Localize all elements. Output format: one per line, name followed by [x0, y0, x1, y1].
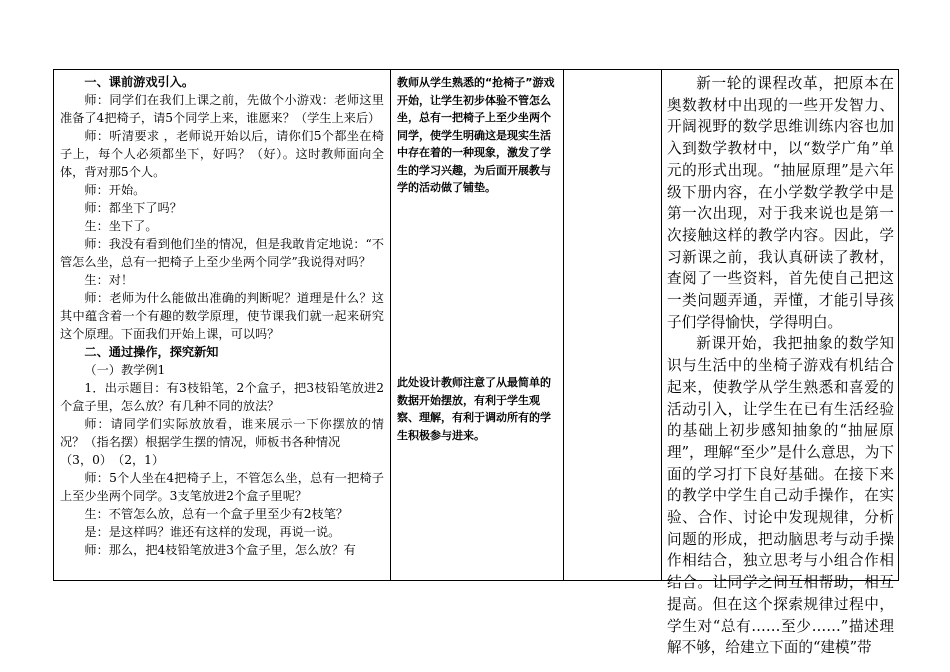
- reflection-paragraph: 新课开始，我把抽象的数学知识与生活中的坐椅子游戏有机结合起来，使教学从学生熟悉和喜爱的活动引入，让学生在已有生活经验的基础上初步感知抽象的“抽屉原理”，理解“至少”是什么意思，为下面的学习打下良好基础。在接下来的教学中学生自己动手操作，在实验、合作、讨论中发现规律，分析问题的形成，把动脑思考与动手操作相结合，独立思考与小组合作相结合。让同学之间互相帮助，相互提高。但在这个探索规律过程中，学生对“总有……至少……”描述理解不够，给建立下面的“建模”带: [667, 335, 894, 657]
- section-heading: 一、课前游戏引入。: [84, 75, 195, 89]
- design-note: 教师从学生熟悉的“抢椅子”游戏开始，让学生初步体验不管怎么坐，总有一把椅子上至少坐两个同学，使学生明确这是现实生活中存在着的一种现象，激发了学生的学习兴趣，为后面开展教与学的活动做了铺垫。: [397, 76, 555, 194]
- section-heading: 二、通过操作，探究新知: [84, 345, 219, 359]
- dialogue-line: 师：同学们在我们上课之前，先做个小游戏：老师这里准备了4把椅子，请5个同学上来，谁愿来？（学生上来后）: [60, 93, 384, 125]
- task-text: 1．出示题目：有3枝铅笔，2个盒子，把3枝铅笔放进2个盒子里，怎么放？有几种不同的放法？: [60, 381, 384, 413]
- dialogue-line: 生：对！: [84, 273, 134, 287]
- board-notation: （3，0） （2，1）: [60, 453, 165, 467]
- reflection-column: [662, 70, 898, 657]
- dialogue-line: 生：坐下了。: [84, 219, 158, 233]
- dialogue-line: 是：是这样吗？谁还有这样的发现，再说一说。: [84, 525, 341, 539]
- reflection-paragraph: 新一轮的课程改革，把原本在奥数教材中出现的一些开发智力、开阔视野的数学思维训练内容也加入到数学教材中，以“数学广角”单元的形式出现。“抽屉原理”是六年级下册内容，在小学数学教学中是第一次出现，对于我来说也是第一次接触这样的教学内容。因此，学习新课之前，我认真研读了教材，查阅了一些资料，首先使自己把这一类问题弄通，弄懂，才能引导孩子们学得愉快，学得明白。: [667, 75, 894, 331]
- dialogue-line: 师：5个人坐在4把椅子上，不管怎么坐，总有一把椅子上至少坐两个同学。3支笔放进2个盒子里呢？: [60, 471, 384, 503]
- dialogue-line: 师：请同学们实际放放看，谁来展示一下你摆放的情况？（指名摆）根据学生摆的情况，师板书各种情况: [60, 417, 384, 449]
- dialogue-line: 师：开始。: [84, 183, 146, 197]
- dialogue-line: 师：我没有看到他们坐的情况，但是我敢肯定地说：“不管怎么坐，总有一把椅子上至少坐两个同学”我说得对吗？: [60, 237, 384, 269]
- lesson-plan-table: [53, 69, 899, 657]
- dialogue-line: 师：老师为什么能做出准确的判断呢？道理是什么？这其中蕴含着一个有趣的数学原理，使节课我们就一起来研究这个原理。下面我们开始上课，可以吗？: [60, 291, 384, 341]
- empty-column: [564, 70, 661, 580]
- design-note: 此处设计教师注意了从最简单的数据开始摆放，有利于学生观察、理解，有利于调动所有的学生积极参与进来。: [397, 376, 551, 442]
- dialogue-line: 师：那么，把4枝铅笔放进3个盒子里，怎么放？有: [84, 543, 356, 557]
- dialogue-line: 生：不管怎么放，总有一个盒子里至少有2枝笔？: [84, 507, 349, 521]
- design-intent-column: [391, 70, 563, 580]
- subsection-heading: （一）教学例1: [84, 363, 166, 377]
- teaching-process-column: [54, 70, 390, 580]
- dialogue-line: 师：都坐下了吗？: [84, 201, 182, 215]
- dialogue-line: 师：听清要求 ，老师说开始以后，请你们5个都坐在椅子上，每个人必须都坐下，好吗？（好）。这时教师面向全体，背对那5个人。: [60, 129, 384, 179]
